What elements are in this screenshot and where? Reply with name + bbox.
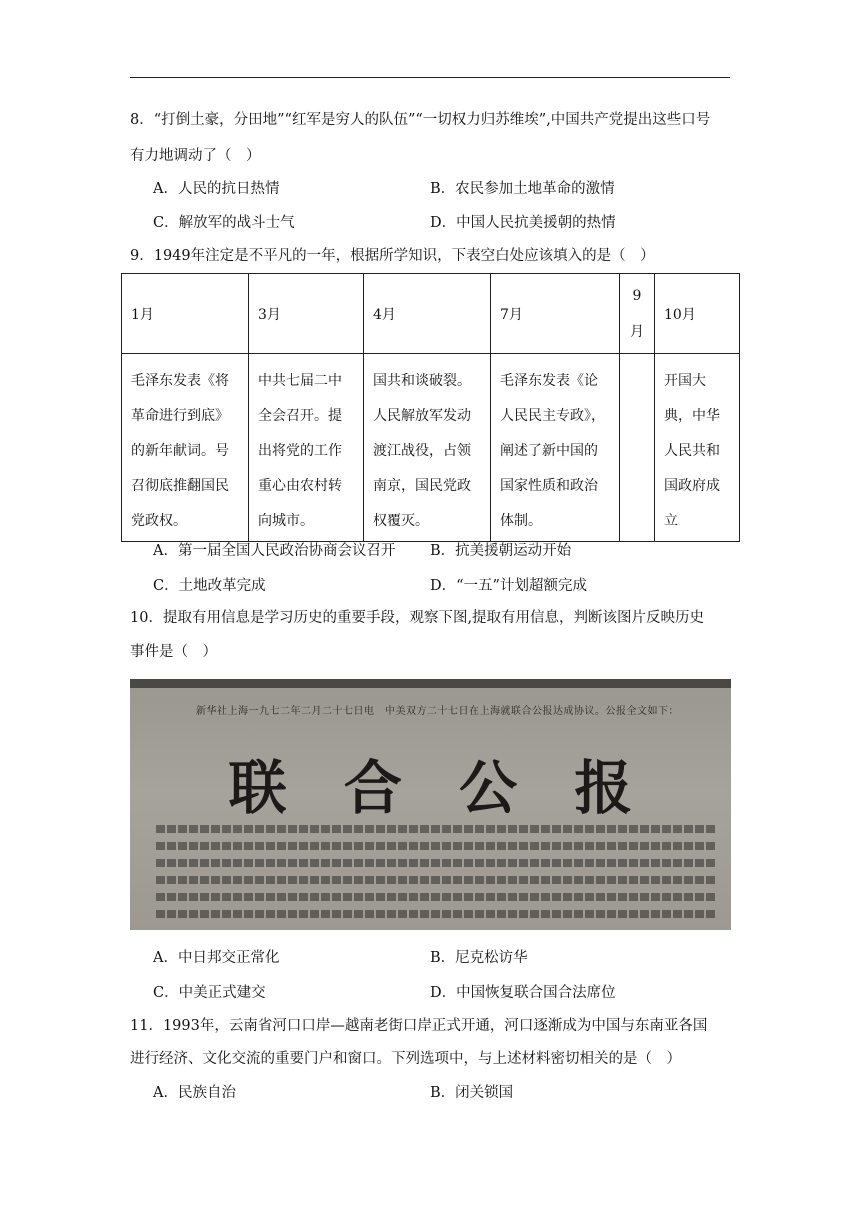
headline-char: 报 xyxy=(574,754,633,822)
q8-option-c[interactable]: C．解放军的战斗士气 xyxy=(153,215,295,231)
q10-option-b[interactable]: B．尼克松访华 xyxy=(430,950,528,966)
newspaper-body-text xyxy=(156,825,716,930)
q9-option-b[interactable]: B．抗美援朝运动开始 xyxy=(430,543,572,559)
q9-month-cell: 10月 xyxy=(655,274,740,354)
q9-event-cell: 毛泽东发表《将革命进行到底》的新年献词。号召彻底推翻国民党政权。 xyxy=(122,354,249,542)
q9-month-cell: 7月 xyxy=(491,274,620,354)
q9-month-cell-september: 9 月 xyxy=(620,274,655,354)
q8-option-d[interactable]: D．中国人民抗美援朝的热情 xyxy=(430,215,616,231)
headline-char: 联 xyxy=(228,754,287,822)
q11-stem-line1: 11．1993年，云南省河口口岸—越南老街口岸正式开通，河口逐渐成为中国与东南亚各国 xyxy=(130,1018,708,1034)
q11-stem-line2: 进行经济、文化交流的重要门户和窗口。下列选项中，与上述材料密切相关的是（ ） xyxy=(130,1051,681,1067)
q9-stem: 9．1949年注定是不平凡的一年，根据所学知识，下表空白处应该填入的是（ ） xyxy=(130,248,655,264)
newspaper-headline xyxy=(130,741,731,825)
q11-option-b[interactable]: B．闭关锁国 xyxy=(430,1085,514,1101)
q9-option-c[interactable]: C．土地改革完成 xyxy=(153,578,266,594)
q9-blank-cell xyxy=(620,354,655,542)
q10-option-d[interactable]: D．中国恢复联合国合法席位 xyxy=(430,985,616,1001)
q10-option-c[interactable]: C．中美正式建交 xyxy=(153,985,266,1001)
q10-stem-line2: 事件是（ ） xyxy=(130,644,217,660)
q10-option-a[interactable]: A．中日邦交正常化 xyxy=(153,950,280,966)
q11-option-a[interactable]: A．民族自治 xyxy=(153,1085,236,1101)
q9-month-cell: 4月 xyxy=(364,274,491,354)
q9-option-d[interactable]: D．“一五”计划超额完成 xyxy=(430,578,587,594)
q9-table xyxy=(121,273,740,542)
q8-option-a[interactable]: A．人民的抗日热情 xyxy=(153,181,280,197)
q9-option-a[interactable]: A．第一届全国人民政治协商会议召开 xyxy=(153,543,396,559)
q8-stem-line1: 8．“打倒土豪，分田地”“红军是穷人的队伍”“一切权力归苏维埃”,中国共产党提出这些口号 xyxy=(130,112,711,128)
q9-event-cell: 开国大典，中华人民共和国政府成立 xyxy=(655,354,740,542)
q8-option-b[interactable]: B．农民参加土地革命的激情 xyxy=(430,181,615,197)
q9-month-cell: 3月 xyxy=(249,274,364,354)
newspaper-photo xyxy=(130,679,731,930)
q9-event-cell: 中共七届二中全会召开。提出将党的工作重心由农村转向城市。 xyxy=(249,354,364,542)
newspaper-dateline: 新华社上海一九七二年二月二十七日电 中美双方二十七日在上海就联合公报达成协议。公报全文如下： xyxy=(196,706,679,717)
q8-stem-line2: 有力地调动了（ ） xyxy=(130,148,261,164)
photo-top-edge xyxy=(130,679,731,688)
header-rule xyxy=(130,77,730,78)
q9-event-cell: 国共和谈破裂。人民解放军发动渡江战役，占领南京，国民党政权覆灭。 xyxy=(364,354,491,542)
q10-stem-line1: 10．提取有用信息是学习历史的重要手段，观察下图,提取有用信息，判断该图片反映历史 xyxy=(130,610,705,626)
q9-event-cell: 毛泽东发表《论人民民主专政》，阐述了新中国的国家性质和政治体制。 xyxy=(491,354,620,542)
headline-char: 公 xyxy=(459,754,518,822)
q9-month-cell: 1月 xyxy=(122,274,249,354)
headline-char: 合 xyxy=(343,754,402,822)
q9-table-header-row xyxy=(122,274,740,354)
q9-table-event-row xyxy=(122,354,740,542)
